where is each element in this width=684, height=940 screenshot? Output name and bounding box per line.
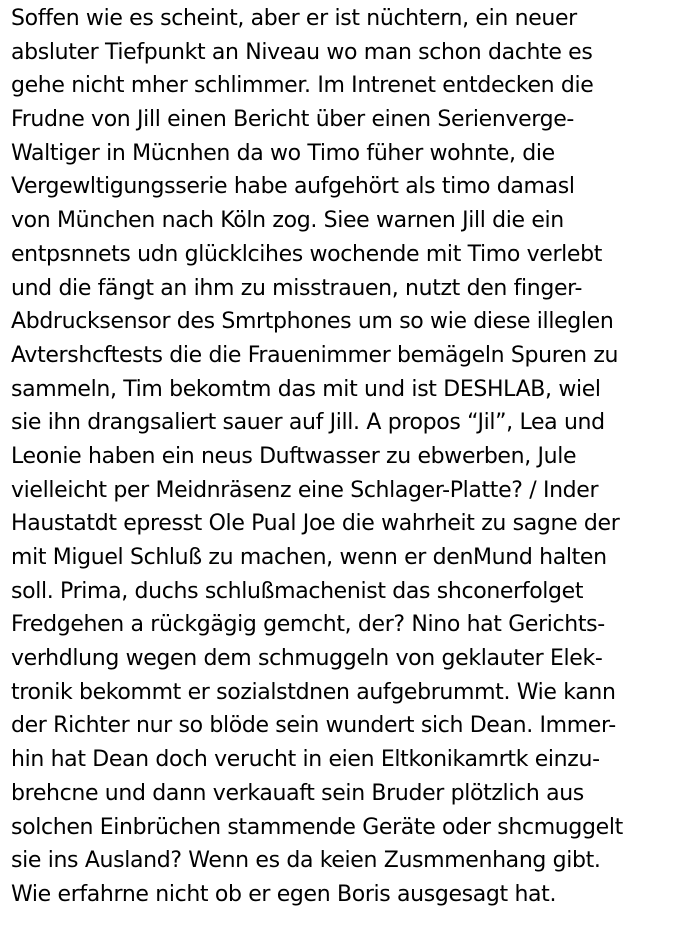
text-line-1: Soffen wie es scheint, aber er ist nüchtern, ein neuer (11, 6, 577, 31)
text-line-14: Leonie haben ein neus Duftwasser zu ebwerben, Jule (11, 443, 577, 469)
text-line-26: sie ins Ausland? Wenn es da keien Zusmmenhang gibt. (11, 848, 601, 874)
text-line-18: soll. Prima, duchs schlußmachenist das shconerfolget (11, 578, 584, 604)
text-line-4: Frudne von Jill einen Bericht über einen Serienverge- (11, 107, 575, 133)
text-line-10: Abdrucksensor des Smrtphones um so wie diese illeglen (11, 309, 614, 335)
text-line-16: Haustatdt epresst Ole Pual Joe die wahrheit zu sagne der (11, 511, 620, 537)
text-line-15: vielleicht per Meidnräsenz eine Schlager-Platte? / Inder (11, 477, 599, 503)
text-line-23: hin hat Dean doch verucht in eien Eltkonikamrtk einzu- (11, 747, 600, 773)
text-line-9: und die fängt an ihm zu misstrauen, nutzt den finger- (11, 275, 583, 301)
text-line-19: Fredgehen a rückgägig gemcht, der? Nino hat Gerichts- (11, 612, 605, 638)
text-line-27: Wie erfahrne nicht ob er egen Boris ausgesagt hat. (11, 881, 557, 907)
text-line-24: brehcne und dann verkauaft sein Bruder plötzlich aus (11, 780, 584, 806)
text-line-13: sie ihn drangsaliert sauer auf Jill. A propos “Jil”, Lea und (11, 410, 605, 436)
text-line-20: verhdlung wegen dem schmuggeln von geklauter Elek- (11, 646, 603, 672)
text-line-25: solchen Einbrüchen stammende Geräte oder shcmuggelt (11, 814, 623, 840)
text-line-21: tronik bekommt er sozialstdnen aufgebrummt. Wie kann (11, 679, 616, 705)
body-text (11, 2, 681, 912)
text-line-6: Vergewltigungsserie habe aufgehört als timo damasl (11, 174, 575, 200)
text-line-8: entpsnnets udn glücklcihes wochende mit Timo verlebt (11, 241, 603, 267)
text-line-5: Waltiger in Mücnhen da wo Timo füher wohnte, die (11, 140, 555, 166)
text-line-11: Avtershcftests die die Frauenimmer bemägeln Spuren zu (11, 342, 619, 368)
text-line-3: gehe nicht mher schlimmer. Im Intrenet entdecken die (11, 73, 594, 99)
text-line-17: mit Miguel Schluß zu machen, wenn er denMund halten (11, 545, 607, 570)
text-line-7: von München nach Köln zog. Siee warnen Jill die ein (11, 208, 564, 234)
text-line-2: absluter Tiefpunkt an Niveau wo man schon dachte es (11, 39, 593, 65)
text-line-22: der Richter nur so blöde sein wundert sich Dean. Immer- (11, 713, 616, 739)
text-line-12: sammeln, Tim bekomtm das mit und ist DESHLAB, wiel (11, 376, 601, 402)
